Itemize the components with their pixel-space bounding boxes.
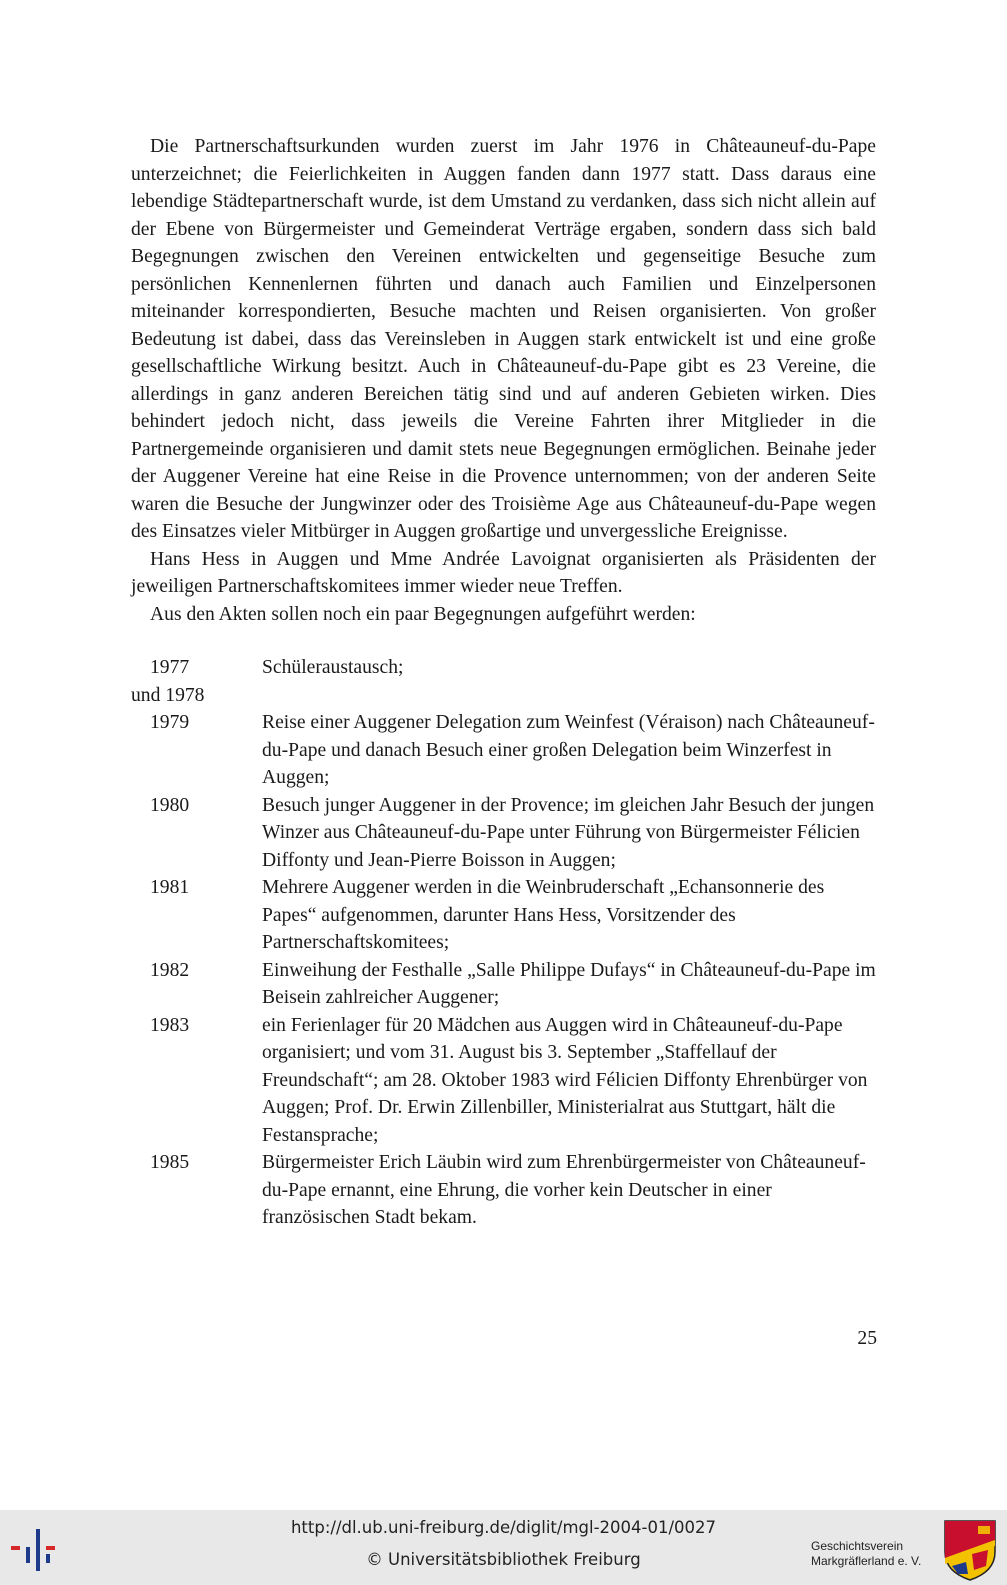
coat-of-arms-icon	[942, 1518, 998, 1582]
footer-bar	[0, 1510, 1007, 1585]
entry-year: 1980	[150, 794, 190, 816]
entry-year: 1983	[150, 1014, 190, 1036]
entry-text: Bürgermeister Erich Läubin wird zum Ehrenbürgermeister von Châteauneuf-du-Pape ernannt, eine Ehrung, die vorher kein Deutscher in einer französischen Stadt bekam.	[262, 1152, 866, 1228]
entry-text: Reise einer Auggener Delegation zum Weinfest (Véraison) nach Châteauneuf-du-Pape und danach Besuch einer großen Delegation beim Winzerfest in Auggen;	[262, 712, 875, 788]
entry-year-end: und 1978	[131, 684, 205, 706]
paragraph-intro-list: Aus den Akten sollen noch ein paar Begegnungen aufgeführt werden:	[150, 603, 696, 625]
chronology-list	[131, 654, 876, 1232]
entry-year: 1979	[150, 712, 190, 733]
chronology-entry	[131, 1012, 876, 1150]
entry-year: 1982	[150, 959, 190, 981]
entry-year-start: 1977	[150, 657, 190, 678]
paragraph-partnership: Die Partnerschaftsurkunden wurden zuerst im Jahr 1976 in Châteauneuf-du-Pape unterzeichnet; die Feierlichkeiten in Auggen fanden dann 1977 statt. Dass daraus eine lebendige Städtepartnerschaft wurde, ist dem Umstand zu verdanken, dass sich nicht allein auf der Ebene von Bürgermeister und Gemeinderat Verträge ergaben, sondern dass sich bald Begegnungen zwischen den Vereinen entwickelten und gegenseitige Besuche zum persönlichen Kennenlernen führten und danach auch Familien und Einzelpersonen miteinander korrespondierten, Besuche machten und Reisen organisierten. Von großer Bedeutung ist dabei, dass das Vereinsleben in Auggen stark entwickelt ist und eine große gesellschaftliche Wirkung besitzt. Auch in Châteauneuf-du-Pape gibt es 23 Vereine, die allerdings in ganz anderen Bereichen tätig sind und auf anderen Gebieten wirken. Dies behindert jedoch nicht, dass jeweils die Vereine Fahrten ihrer Mitglieder in die Partnergemeinde organisieren und damit stets neue Begegnungen ermöglichen. Beinahe jeder der Auggener Vereine hat eine Reise in die Provence unternommen; von der anderen Seite waren die Besuche der Jungwinzer oder des Troisième Age aus Châteauneuf-du-Pape wegen des Einsatzes vieler Mitbürger in Auggen großartige und unvergessliche Ereignisse.	[131, 136, 876, 542]
chronology-entry	[131, 792, 876, 875]
chronology-entry	[131, 874, 876, 957]
entry-year: 1981	[150, 877, 190, 898]
footer-copyright: © Universitätsbibliothek Freiburg	[366, 1550, 641, 1569]
footer-url-link[interactable]: http://dl.ub.uni-freiburg.de/diglit/mgl-2004-01/0027	[290, 1518, 717, 1537]
entry-text: Einweihung der Festhalle „Salle Philippe Dufays“ in Châteauneuf-du-Pape im Beisein zahlreicher Auggener;	[262, 959, 876, 1008]
page-number: 25	[857, 1328, 877, 1349]
society-name-line2: Markgräflerland e. V.	[811, 1554, 922, 1568]
entry-year: 1985	[150, 1152, 190, 1173]
paragraph-hess: Hans Hess in Auggen und Mme Andrée Lavoignat organisierten als Präsidenten der jeweiligen Partnerschaftskomitees immer wieder neue Treffen.	[131, 548, 876, 597]
chronology-entry	[131, 709, 876, 792]
entry-text: Besuch junger Auggener in der Provence; im gleichen Jahr Besuch der jungen Winzer aus Châteauneuf-du-Pape unter Führung von Bürgermeister Félicien Diffonty und Jean-Pierre Boisson in Auggen;	[262, 794, 875, 871]
entry-text: Schüleraustausch;	[262, 657, 404, 678]
entry-year	[131, 654, 262, 709]
entry-text: ein Ferienlager für 20 Mädchen aus Auggen wird in Châteauneuf-du-Pape organisiert; und vom 31. August bis 3. September „Staffellauf der Freundschaft“; am 28. Oktober 1983 wird Félicien Diffonty Ehrenbürger von Auggen; Prof. Dr. Erwin Zillenbiller, Ministerialrat aus Stuttgart, hält die Festansprache;	[262, 1014, 868, 1146]
page-body	[131, 133, 876, 1232]
chronology-entry	[131, 1149, 876, 1232]
chronology-entry	[131, 957, 876, 1012]
entry-text: Mehrere Auggener werden in die Weinbruderschaft „Echansonnerie des Papes“ aufgenommen, darunter Hans Hess, Vorsitzender des Partnerschaftskomitees;	[262, 877, 825, 953]
society-name	[811, 1539, 921, 1569]
society-name-line1: Geschichtsverein	[811, 1539, 904, 1553]
chronology-entry	[131, 654, 876, 709]
